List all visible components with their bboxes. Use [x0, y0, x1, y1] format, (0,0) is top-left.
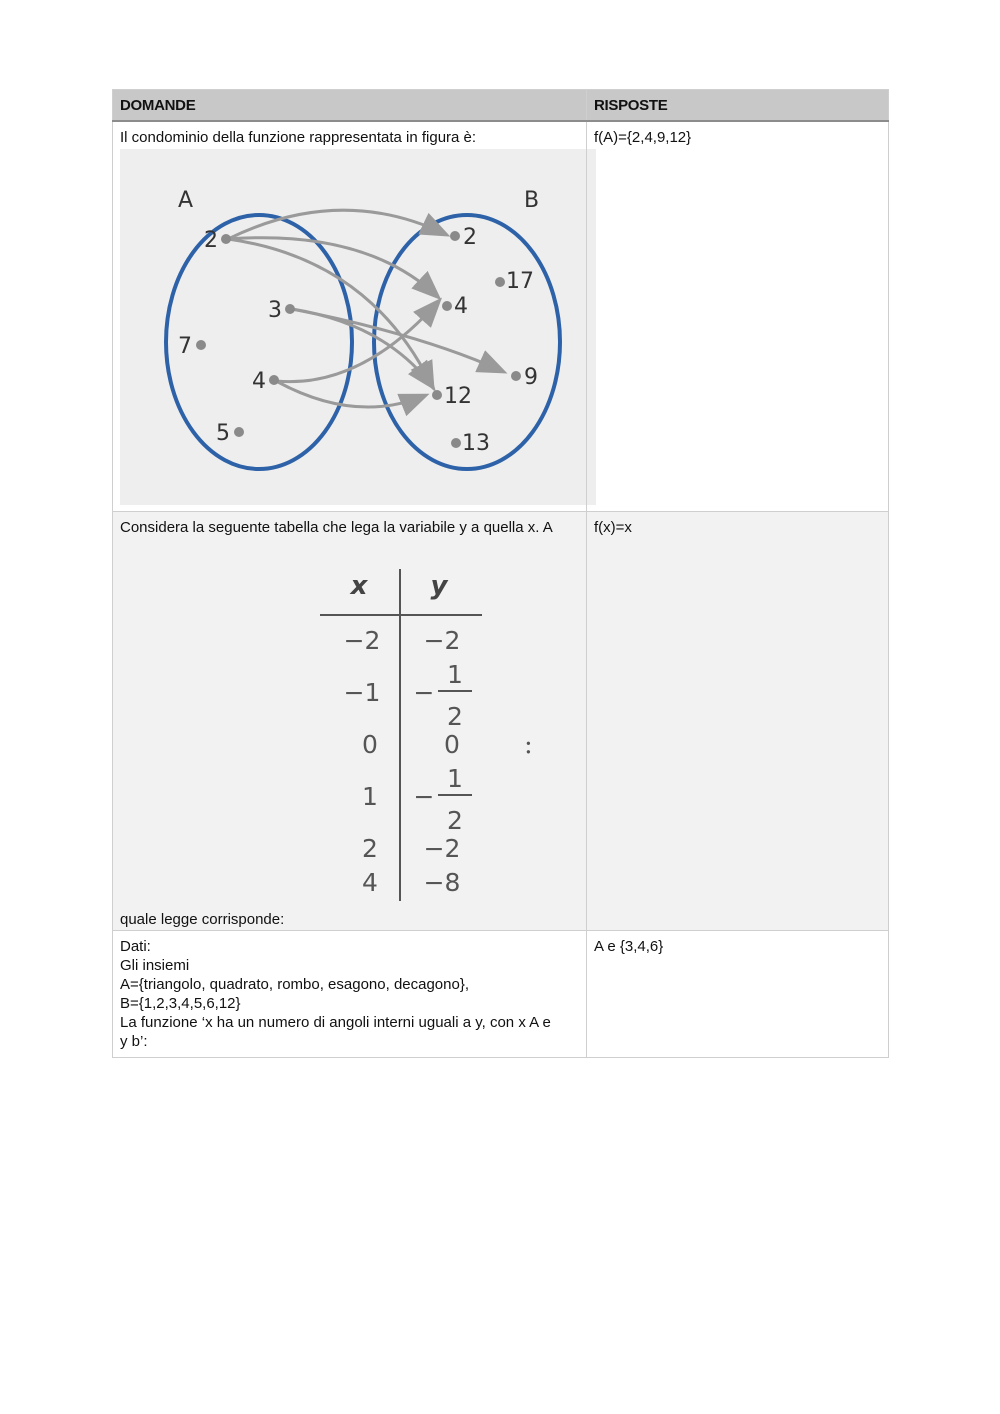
question-cell [113, 512, 587, 931]
answer-cell [587, 931, 889, 1058]
venn-diagram-figure [120, 149, 596, 505]
set-b-value: 9 [524, 365, 538, 390]
question-line: B={1,2,3,4,5,6,12} [120, 995, 241, 1012]
x-value: −2 [343, 626, 381, 655]
svg-text:−: − [413, 678, 435, 707]
answer-cell [587, 121, 889, 512]
question-text-start: Considera la seguente tabella che lega la variabile y a quella x. A [120, 519, 553, 536]
table-row [113, 121, 889, 512]
xy-table-image [292, 559, 534, 907]
set-b-value: 12 [444, 384, 472, 409]
header-row [113, 90, 889, 122]
set-a-value: 5 [216, 421, 230, 446]
arrow-4-to-12 [276, 381, 424, 407]
answer-text: f(A)={2,4,9,12} [594, 129, 692, 146]
col-y-header: y [430, 571, 448, 601]
question-line: Dati: [120, 938, 151, 955]
set-a-label: A [178, 188, 194, 213]
question-cell [113, 931, 587, 1058]
set-a-value: 3 [268, 298, 282, 323]
question-text: Il condominio della funzione rappresentata in figura è: [120, 129, 477, 146]
set-b-value: 4 [454, 294, 468, 319]
xy-values-table [292, 559, 534, 907]
answer-text: f(x)=x [594, 519, 632, 536]
question-line: A={triangolo, quadrato, rombo, esagono, decagono}, [120, 976, 470, 993]
set-a-value: 7 [178, 334, 192, 359]
y-value: −2 [423, 834, 461, 863]
svg-text:2: 2 [447, 702, 463, 731]
col-x-header: x [350, 571, 368, 601]
table-row [113, 931, 889, 1058]
set-a-ellipse [166, 215, 352, 469]
y-value: −8 [423, 868, 461, 897]
svg-text:2: 2 [447, 806, 463, 835]
y-value-fraction [414, 660, 472, 731]
answer-cell [587, 512, 889, 931]
trailing-colon: : [524, 730, 533, 760]
set-b-label: B [524, 188, 540, 213]
x-value: 2 [362, 834, 378, 863]
x-value: −1 [343, 678, 381, 707]
svg-text:1: 1 [447, 660, 463, 689]
x-value: 1 [362, 782, 378, 811]
header-questions: DOMANDE [113, 90, 587, 122]
x-value: 0 [362, 730, 378, 759]
question-text-end: quale legge corrisponde: [120, 911, 285, 928]
y-value: 0 [444, 730, 460, 759]
answer-text: A e {3,4,6} [594, 938, 664, 955]
set-a-points [196, 234, 295, 437]
set-b-values [444, 225, 538, 456]
function-diagram [120, 149, 596, 505]
svg-text:1: 1 [447, 764, 463, 793]
x-value: 4 [362, 868, 378, 897]
y-value: −2 [423, 626, 461, 655]
question-cell [113, 121, 587, 512]
set-b-value: 2 [463, 225, 477, 250]
arrow-4-to-4 [276, 302, 438, 382]
set-b-value: 13 [462, 431, 490, 456]
qa-table [112, 89, 889, 1058]
set-a-values [178, 228, 282, 446]
xy-table-figure [120, 537, 579, 897]
set-b-value: 17 [506, 269, 534, 294]
set-b-points [432, 231, 521, 448]
table-row [113, 512, 889, 931]
set-a-value: 2 [204, 228, 218, 253]
svg-text:−: − [413, 782, 435, 811]
set-a-value: 4 [252, 369, 266, 394]
header-answers: RISPOSTE [587, 90, 889, 122]
question-line: Gli insiemi [120, 957, 190, 974]
question-line: La funzione ‘x ha un numero di angoli interni uguali a y, con x A e [120, 1014, 551, 1031]
y-value-fraction [414, 764, 472, 835]
question-line: y b’: [120, 1033, 148, 1050]
